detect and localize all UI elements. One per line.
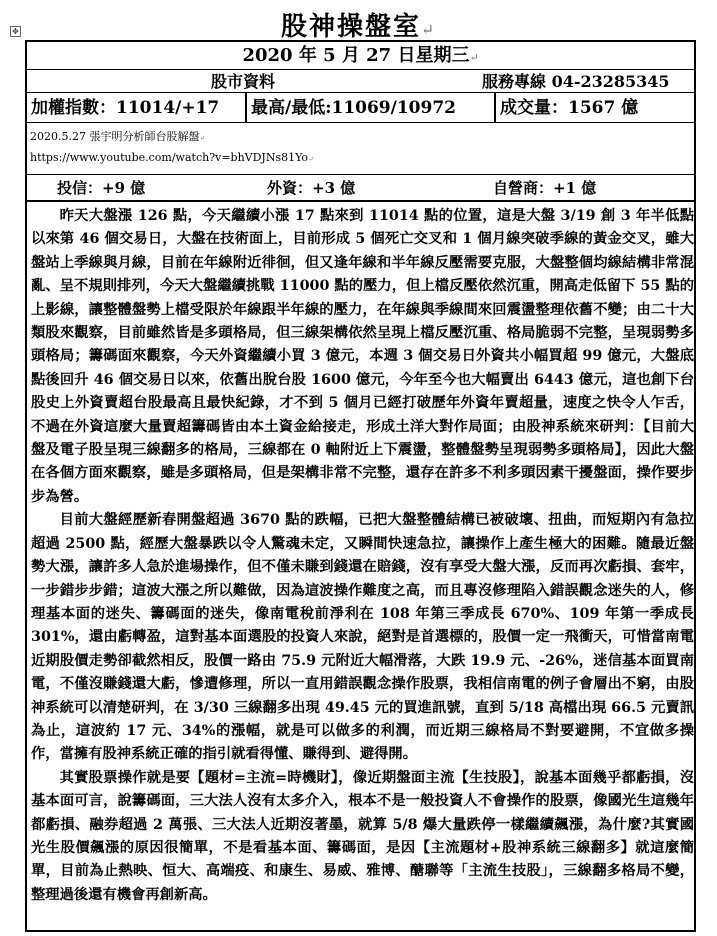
trust-flow: 投信：+9 億 xyxy=(57,179,146,197)
index-row xyxy=(27,93,694,123)
analysis-line xyxy=(30,127,691,148)
volume: 成交量：1567 億 xyxy=(500,98,639,118)
paragraph-mark-icon: ↵ xyxy=(199,134,206,142)
video-link-line[interactable] xyxy=(30,148,691,169)
weighted-index-cell xyxy=(27,93,245,122)
note-row xyxy=(27,123,694,175)
high-low: 最高/最低:11069/10972 xyxy=(251,98,456,118)
date-row xyxy=(27,42,694,70)
volume-cell xyxy=(494,93,698,122)
hotline-label: 服務專線 04-23285345 xyxy=(482,72,670,91)
report-table xyxy=(25,40,696,932)
page-title xyxy=(0,6,717,43)
header-row xyxy=(27,70,694,93)
flows-row xyxy=(27,175,694,202)
paragraph-mark-icon: ↵ xyxy=(420,21,437,39)
date-line: 2020 年 5 月 27 日星期三 xyxy=(242,45,470,66)
foreign-flow: 外資：+3 億 xyxy=(267,179,356,197)
paragraph-mark-icon: ↵ xyxy=(308,155,314,163)
table-anchor-icon[interactable]: ✥ xyxy=(10,26,21,37)
paragraph-mark-icon: ↵ xyxy=(469,51,479,64)
high-low-cell xyxy=(245,93,494,122)
paragraph-3: 其實股票操作就是要【題材=主流=時機財】，像近期盤面主流【生技股】，說基本面幾乎都虧損，沒基本面可言，說籌碼面，三大法人沒有太多介入，根本不是一般投資人不會操作的股票，像國光生這幾年都虧損、融券超過 2 萬張、三大法人近期沒著墨，就算 5/8 爆大量跌停一樣繼續飆漲，為什麼?其實國光生股價飆漲的原因很簡單，不是看基本面、籌碼面，是因【主流題材+股神系統三線翻多】就這麼簡單，目前為止熱映、恒大、高端疫、和康生、易威、雅博、醣聯等「主流生技股」，三線翻多格局不變，整理過後還有機會再創新高。 xyxy=(31,769,694,903)
section-label: 股市資料 xyxy=(210,72,275,91)
title-text: 股神操盤室 xyxy=(280,12,421,42)
dealer-flow: 自營商：+1 億 xyxy=(493,179,597,197)
weighted-index: 加權指數：11014/+17 xyxy=(31,98,220,118)
commentary-body xyxy=(31,205,694,907)
analysis-text: 2020.5.27 張宇明分析師台股解盤 xyxy=(30,130,200,143)
video-link[interactable]: https://www.youtube.com/watch?v=bhVDJNs81Yo xyxy=(30,151,309,164)
paragraph-2: 目前大盤經歷新春開盤超過 3670 點的跌幅，已把大盤整體結構已被破壞、扭曲，而短期內有急拉超過 2500 點，經歷大盤暴跌以令人驚魂未定，又瞬間快速急拉，讓操作上產生極大的困難。隨最近盤勢大漲，讓許多人急於進場操作，但不僅未賺到錢還在賠錢，沒有享受大盤大漲，反而再次虧損、套牢，一步錯步步錯；這波大漲之所以難做，因為這波操作難度之高，而且專沒修理陷入錯誤觀念迷失的人，修理基本面的迷失、籌碼面的迷失，像南電稅前淨利在 108 年第三季成長 670%、109 年第一季成長 301%，還由虧轉盈，這對基本面選股的投資人來說，絕對是首選標的，股價一定一飛衝天，可惜當南電近期股價走勢卻截然相反，股價一路由 75.9 元附近大幅滑落，大跌 19.9 元、-26%，迷信基本面買南電，不僅沒賺錢還大虧，慘遭修理，所以一直用錯誤觀念操作股票，我相信南電的例子會層出不窮，由股神系統可以清楚研判，在 3/30 三線翻多出現 49.45 元的買進訊號，直到 5/18 高檔出現 66.5 元賣訊為止，這波約 17 元、34%的漲幅，就是可以做多的利潤，而近期三線格局不對要避開，不宜做多操作，當擁有股神系統正確的指引就看得懂、賺得到、避得開。 xyxy=(31,512,694,763)
paragraph-1: 昨天大盤漲 126 點，今天繼續小漲 17 點來到 11014 點的位置，這是大盤 3/19 創 3 年半低點以來第 46 個交易日，大盤在技術面上，目前形成 5 個死亡交叉和 1 個月線突破季線的黃金交叉，雖大盤站上季線與月線，目前在年線附近徘徊，但又逢年線和半年線反壓需要克服，大盤整個均線結構非常混亂、呈不規則排列，今天大盤繼續挑戰 11000 點的壓力，但上檔反壓依然沉重，開高走低留下 55 點的上影線，讓整體盤勢上檔受限於年線跟半年線的壓力，在年線與季線間來回震盪整理依舊不變；由二十大類股來觀察，目前雖然皆是多頭格局，但三線架構依然呈現上檔反壓沉重、格局脆弱不完整，呈現弱勢多頭格局；籌碼面來觀察，今天外資繼續小買 3 億元，本週 3 個交易日外資共小幅買超 99 億元，大盤底點後回升 46 個交易日以來，依舊出脫台股 1600 億元，今年至今也大幅賣出 6443 億元，這也創下台股史上外資賣超台股最高且最快紀錄，才不到 5 個月已經打破歷年外資年賣超量，速度之快令人乍舌，不過在外資這麼大量賣超籌碼皆由本土資金給接走，形成土洋大對作局面；由股神系統來研判：【目前大盤及電子股呈現三線翻多的格局，三線都在 0 軸附近上下震盪，整體盤勢呈現弱勢多頭格局】，因此大盤在各個方面來觀察，雖是多頭格局，但是架構非常不完整，還存在許多不利多頭因素干擾盤面，操作要步步為營。 xyxy=(31,208,694,505)
